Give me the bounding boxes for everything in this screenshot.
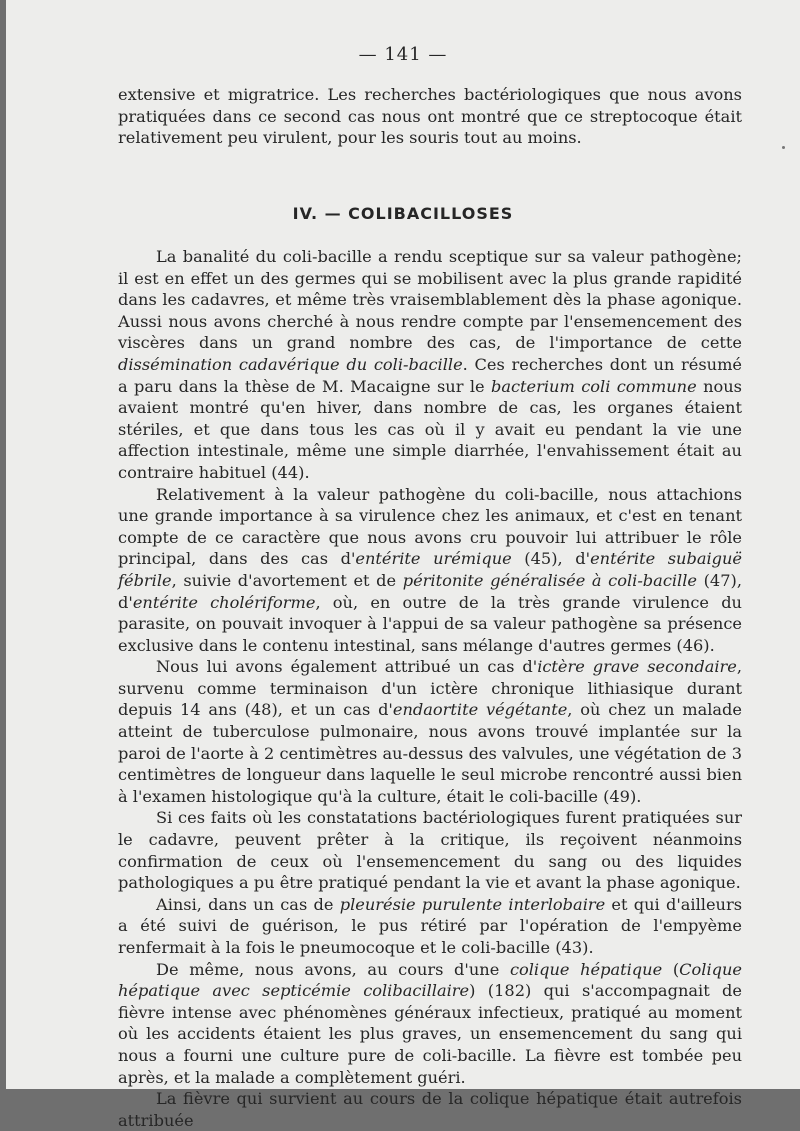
text-run: La banalité du coli-bacille a rendu sceptique sur sa valeur pathogène; il est en effet un des germes qui se mobilisent avec la plus grande rapidité dans les cadavres, et même très vraisemblablement dès la phase agonique. Aussi nous avons cherché à nous rendre compte par l'ensemencement des viscères dans un grand nombre des cas, de l'importance de cette	[118, 247, 742, 353]
text-run: De même, nous avons, au cours d'une	[156, 959, 510, 979]
paragraph-fievre: La fièvre qui survient au cours de la colique hépatique était autrefois attribuée	[118, 1089, 742, 1130]
italic-term: pleurésie purulente interlobaire	[339, 894, 606, 914]
text-run: nous avaient montré qu'en hiver, dans nombre de cas, les organes étaient stériles, et que dans tous les cas où il y avait eu pendant la vie une affection intestinale, même une simple diarrhée, l'envahissement était au contraire habituel (44).	[118, 376, 742, 482]
paragraph-banalite	[118, 246, 742, 484]
text-run: , suivie d'avortement et de	[171, 570, 403, 590]
paragraph-ictere	[118, 656, 742, 807]
paragraph-pleuresie	[118, 894, 742, 959]
italic-term: dissémination cadavérique du coli-bacille	[118, 354, 463, 374]
text-run: ) (182) qui s'accompagnait de fièvre intense avec phénomènes généraux infectieux, pratiqué au moment où les accidents étaient les plus graves, un ensemencement du sang qui nous a fourni une culture pure de coli-bacille. La fièvre est tombée peu après, et la malade a complètement guéri.	[118, 981, 742, 1087]
italic-term: entérite cholériforme	[132, 592, 316, 612]
text-run: Ainsi, dans un cas de	[156, 894, 340, 914]
text-run: (47), d'	[118, 570, 742, 612]
italic-term: ictère grave secondaire	[537, 657, 737, 677]
paragraph-colique	[118, 959, 742, 1089]
intro-text-block	[118, 84, 742, 149]
section-heading: IV. — COLIBACILLOSES	[292, 204, 514, 223]
text-run: Relativement à la valeur pathogène du coli-bacille, nous attachions une grande importance à sa virulence chez les animaux, et c'est en tenant compte de ce caractère que nous avons cru pouvoir lui attribuer le rôle principal, dans des cas d'	[118, 484, 742, 569]
paragraph-valeur-pathogene	[118, 484, 742, 657]
page-number: — 141 —	[358, 44, 448, 65]
text-run: Nous lui avons également attribué un cas d'	[156, 657, 538, 677]
text-run: , où, en outre de la très grande virulence du parasite, on pouvait invoquer à l'appui de sa valeur pathogène sa présence exclusive dans le contenu intestinal, sans mélange d'autres germes (46).	[118, 592, 742, 655]
italic-term: colique hépatique	[509, 959, 663, 979]
italic-term: péritonite généralisée à coli-bacille	[402, 570, 697, 590]
italic-term: entérite subaiguë fébrile	[118, 549, 743, 590]
body-text-block	[118, 246, 742, 1131]
italic-term: endaortite végétante	[392, 700, 568, 720]
italic-term: Colique hépatique avec septicémie colibacillaire	[118, 959, 742, 1001]
text-run: , survenu comme terminaison d'un ictère chronique lithiasique durant depuis 14 ans (48), et un cas d'	[118, 657, 742, 720]
text-run: . Ces recherches dont un résumé a paru dans la thèse de M. Macaigne sur le	[118, 354, 742, 396]
document-page	[6, 0, 800, 1130]
text-run: et qui d'ailleurs a été suivi de guérison, le pus rétiré par l'opération de l'empyème renfermait à la fois le pneumocoque et le coli-bacille (43).	[118, 894, 743, 957]
text-run: (	[662, 959, 680, 979]
text-run: , où chez un malade atteint de tuberculose pulmonaire, nous avons trouvé implantée sur la paroi de l'aorte à 2 centimètres au-dessus des valvules, une végétation de 3 centimètres de longueur dans laquelle le seul microbe rencontré aussi bien à l'examen histologique qu'à la culture, était le coli-bacille (49).	[118, 700, 742, 806]
paragraph-constatations: Si ces faits où les constatations bactériologiques furent pratiquées sur le cadavre, peuvent prêter à la critique, ils reçoivent néanmoins confirmation de ceux où l'ensemencement du sang ou des liquides pathologiques a pu être pratiqué pendant la vie et avant la phase agonique.	[118, 808, 742, 893]
italic-term: bacterium coli commune	[490, 376, 697, 396]
scan-speck	[782, 146, 785, 149]
text-run: (45), d'	[511, 549, 591, 569]
intro-paragraph: extensive et migratrice. Les recherches bactériologiques que nous avons pratiquées dans ce second cas nous ont montré que ce streptocoque était relativement peu virulent, pour les souris tout au moins.	[118, 85, 742, 148]
italic-term: entérite urémique	[355, 549, 512, 569]
